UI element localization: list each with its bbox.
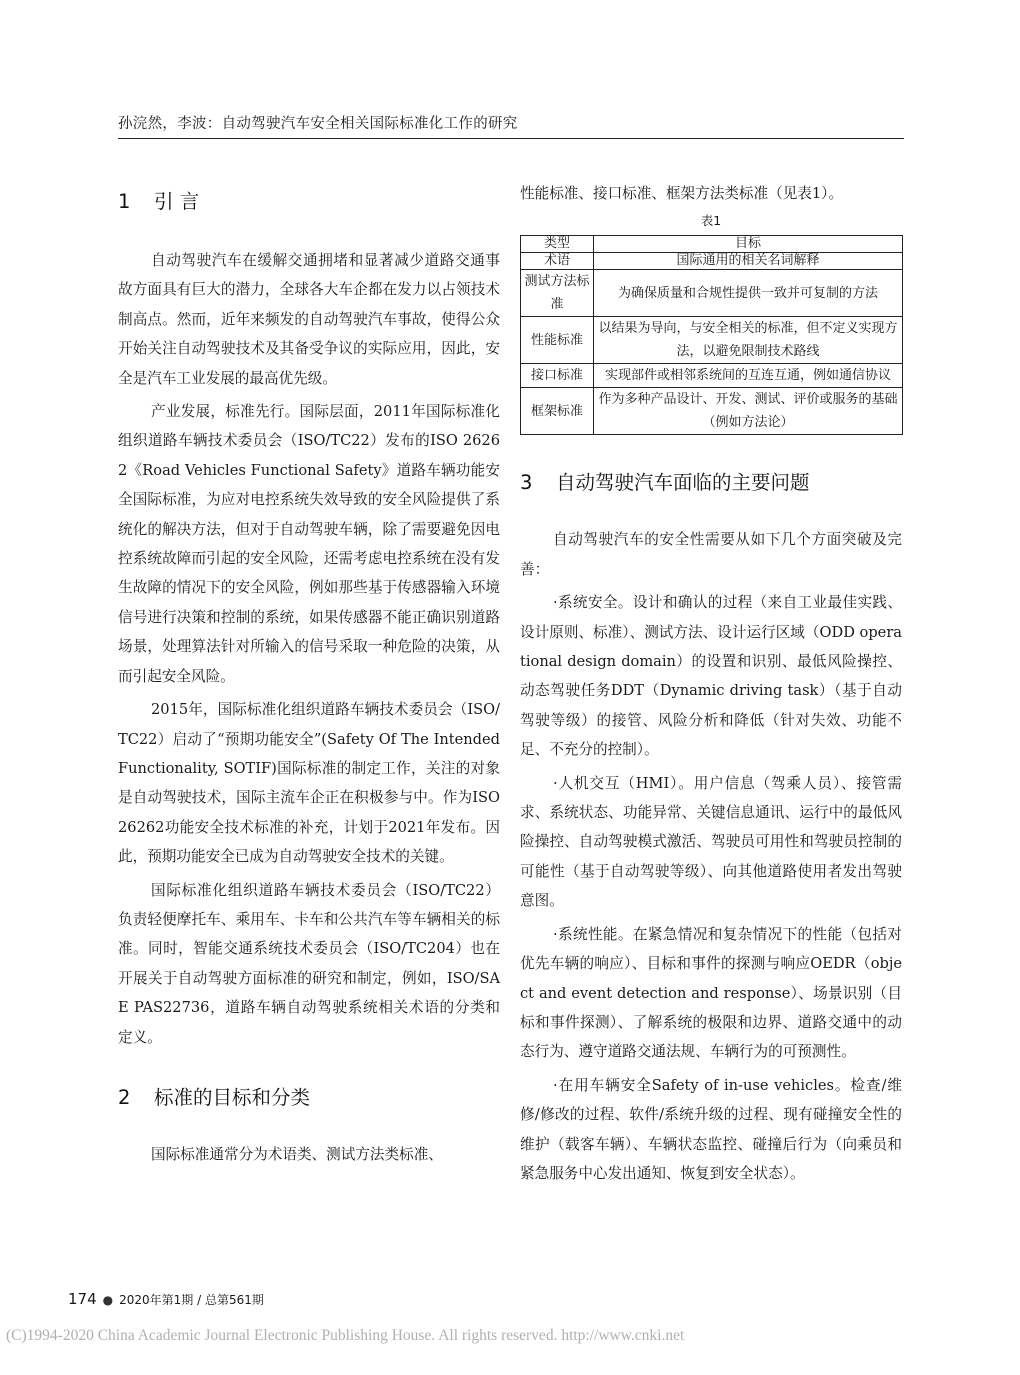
section-3-heading xyxy=(520,467,902,495)
table-cell-type: 术语 xyxy=(521,253,594,270)
paragraph-intro-4: 国际标准化组织道路车辆技术委员会（ISO/TC22）负责轻便摩托车、乘用车、卡车和公共汽车等车辆相关的标准。同时，智能交通系统技术委员会（ISO/TC204）也在开展关于自动驾驶方面标准的研究和制定，例如，ISO/SAE PAS22736，道路车辆自动驾驶系统相关术语的分类和定义。 xyxy=(118,881,500,1046)
table-cell-type: 接口标准 xyxy=(521,364,594,388)
table-header-row xyxy=(521,236,903,253)
section-3-number: 3 xyxy=(520,471,533,495)
section-1-heading xyxy=(118,186,500,214)
right-column xyxy=(520,180,902,1188)
paragraph-standards-2: 性能标准、接口标准、框架方法类标准（见表1）。 xyxy=(520,185,844,202)
table-cell-goal: 作为多种产品设计、开发、测试、评价或服务的基础（例如方法论） xyxy=(594,388,903,435)
table-header-type: 类型 xyxy=(521,236,594,253)
table-caption: 表1 xyxy=(700,213,722,229)
bullet-system-performance: ·系统性能。在紧急情况和复杂情况下的性能（包括对优先车辆的响应）、目标和事件的探测与响应OEDR（object and event detection and response）、场景识别（目标和事件探测）、了解系统的极限和边界、道路交通中的动态行为、遵守道路交通法规、车辆行为的可预测性。 xyxy=(520,925,902,1061)
table-row xyxy=(521,364,903,388)
section-1-number: 1 xyxy=(118,190,131,213)
left-column xyxy=(118,180,500,1169)
paragraph-standards-1: 国际标准通常分为术语类、测试方法类标准、 xyxy=(151,1145,443,1163)
table-cell-goal: 实现部件或相邻系统间的互连互通，例如通信协议 xyxy=(594,364,903,388)
table-row xyxy=(521,253,903,270)
section-1-title: 引 言 xyxy=(154,190,200,213)
bullet-hmi: ·人机交互（HMI）。用户信息（驾乘人员）、接管需求、系统状态、功能异常、关键信息通讯、运行中的最低风险操控、自动驾驶模式激活、驾驶员可用性和驾驶员控制的可能性（基于自动驾驶等级）、向其他道路使用者发出驾驶意图。 xyxy=(520,774,902,910)
paragraph-intro-3: 2015年，国际标准化组织道路车辆技术委员会（ISO/TC22）启动了“预期功能安全”(Safety Of The Intended Functionality, SOTIF)国际标准的制定工作，关注的对象是自动驾驶技术，国际主流车企正在积极参与中。作为ISO 26262功能安全技术标准的补充，计划于2021年发布。因此，预期功能安全已成为自动驾驶安全技术的关键。 xyxy=(118,701,500,866)
paragraph-issues-intro: 自动驾驶汽车的安全性需要从如下几个方面突破及完善： xyxy=(520,531,902,578)
page-number: 174 xyxy=(68,1290,97,1308)
running-head: 孙浣然，李波：自动驾驶汽车安全相关国际标准化工作的研究 xyxy=(118,116,518,132)
table-row xyxy=(521,388,903,435)
table-row xyxy=(521,317,903,364)
section-2-number: 2 xyxy=(118,1085,131,1109)
copyright-watermark: (C)1994-2020 China Academic Journal Electronic Publishing House. All rights reserved. http://www.cnki.net xyxy=(6,1327,685,1344)
standards-table xyxy=(520,235,903,435)
section-2-title: 标准的目标和分类 xyxy=(154,1085,311,1109)
bullet-system-safety: ·系统安全。设计和确认的过程（来自工业最佳实践、设计原则、标准）、测试方法、设计运行区域（ODD operational design domain）的设置和识别、最低风险操控、动态驾驶任务DDT（Dynamic driving task）（基于自动驾驶等级）的接管、风险分析和降低（针对失效、功能不足、不充分的控制）。 xyxy=(520,594,902,759)
paragraph-intro-1: 自动驾驶汽车在缓解交通拥堵和显著减少道路交通事故方面具有巨大的潜力，全球各大车企都在发力以占领技术制高点。然而，近年来频发的自动驾驶汽车事故，使得公众开始关注自动驾驶技术及其备受争议的实际应用，因此，安全是汽车工业发展的最高优先级。 xyxy=(118,252,500,387)
page-footer xyxy=(68,1290,264,1308)
table-cell-goal: 国际通用的相关名词解释 xyxy=(594,253,903,270)
header-rule xyxy=(118,138,904,139)
table-cell-type: 测试方法标准 xyxy=(521,270,594,317)
bullet-in-use-safety: ·在用车辆安全Safety of in-use vehicles。检查/维修/修改的过程、软件/系统升级的过程、现有碰撞安全性的维护（载客车辆）、车辆状态监控、碰撞后行为（向乘员和紧急服务中心发出通知、恢复到安全状态）。 xyxy=(520,1076,902,1182)
table-row xyxy=(521,270,903,317)
section-3-title: 自动驾驶汽车面临的主要问题 xyxy=(556,471,810,495)
bullet-dot-icon: ● xyxy=(102,1293,114,1307)
section-2-heading xyxy=(118,1082,500,1110)
table-cell-type: 框架标准 xyxy=(521,388,594,435)
table-cell-goal: 为确保质量和合规性提供一致并可复制的方法 xyxy=(594,270,903,317)
table-cell-goal: 以结果为导向，与安全相关的标准，但不定义实现方法，以避免限制技术路线 xyxy=(594,317,903,364)
issue-info: 2020年第1期 / 总第561期 xyxy=(119,1293,264,1307)
table-cell-type: 性能标准 xyxy=(521,317,594,364)
table-header-goal: 目标 xyxy=(594,236,903,253)
paragraph-intro-2: 产业发展，标准先行。国际层面，2011年国际标准化组织道路车辆技术委员会（ISO/TC22）发布的ISO 26262《Road Vehicles Functional Safety》道路车辆功能安全国际标准，为应对电控系统失效导致的安全风险提供了系统化的解决方法，但对于自动驾驶车辆，除了需要避免因电控系统故障而引起的安全风险，还需考虑电控系统在没有发生故障的情况下的安全风险，例如那些基于传感器输入环境信号进行决策和控制的系统，如果传感器不能正确识别道路场景，处理算法针对所输入的信号采取一种危险的决策，从而引起安全风险。 xyxy=(118,403,500,685)
